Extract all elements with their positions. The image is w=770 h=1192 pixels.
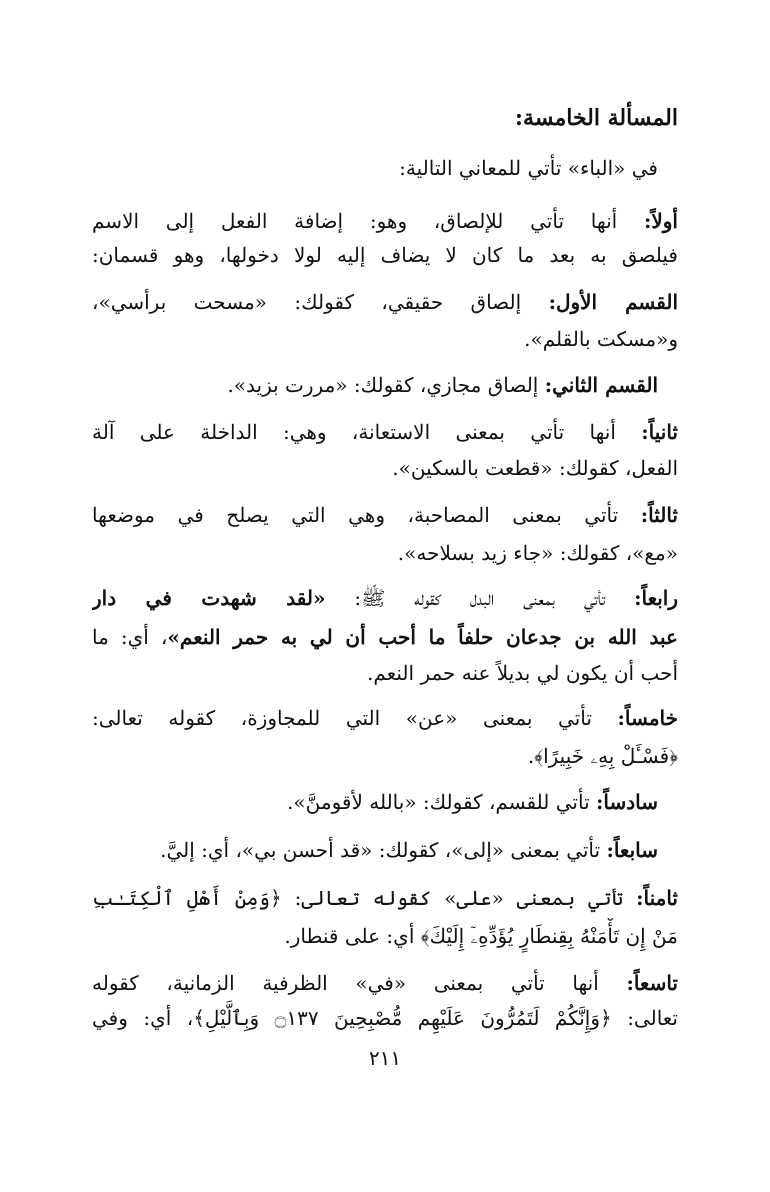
- part-one-line-1: [92, 284, 678, 320]
- item-fourth-line-1: [92, 580, 678, 616]
- item-fourth-line-2: [92, 619, 678, 655]
- intro-line: في «الباء» تأتي للمعاني التالية:: [399, 156, 658, 180]
- item-fourth-text-2: ، أي: ما: [92, 625, 168, 649]
- item-ninth-line-1: [92, 965, 678, 1001]
- item-sixth-text-1: تأتي للقسم، كقولك: «بالله لأقومنَّ».: [287, 790, 590, 814]
- item-eighth-line-1: [92, 880, 678, 916]
- item-second-label: ثانياً:: [641, 420, 678, 444]
- item-ninth-label: تاسعاً:: [626, 971, 678, 995]
- item-third-line-2: «مع»، كقولك: «جاء زيد بسلاحه».: [397, 541, 678, 565]
- part-two-label: القسم الثاني:: [544, 373, 658, 397]
- item-second-line-1: [92, 414, 678, 450]
- item-seventh-line-1: [72, 832, 658, 868]
- item-first-label: أولاً:: [643, 209, 678, 233]
- item-ninth-line-2: تعالى: ﴿وَإِنَّكُمْ لَتَمُرُّونَ عَلَيْهِم مُّصْبِحِينَ ۝١٣٧ وَبِٱلَّيْلِ﴾، أي: وفي: [92, 1006, 678, 1030]
- item-fourth-line-3: أحب أن يكون لي بديلاً عنه حمر النعم.: [367, 661, 678, 685]
- part-one-text-1: إلصاق حقيقي، كقولك: «مسحت برأسي»،: [92, 290, 522, 314]
- quran-verse-fifth: ﴿فَسْـَٔلْ بِهِۦ خَبِيرًا﴾.: [527, 744, 678, 768]
- part-one-label: القسم الأول:: [548, 290, 678, 314]
- item-eighth-label: ثامناً:: [636, 886, 678, 910]
- hadith-quote-end: عبد الله بن جدعان حلفاً ما أحب أن لي به حمر النعم»: [167, 625, 678, 649]
- section-heading: المسألة الخامسة:: [514, 105, 678, 131]
- item-sixth-line-1: [72, 784, 658, 820]
- item-ninth-text-1: أنها تأتي بمعنى «في» الظرفية الزمانية، كقوله: [92, 971, 599, 995]
- item-eighth-line-2: مَنْ إِن تَأْمَنْهُ بِقِنطَارٍ يُؤَدِّهِۦٓ إِلَيْكَ﴾ أي: على قنطار.: [284, 924, 678, 948]
- hadith-quote-start: «لقد شهدت في دار: [92, 586, 326, 610]
- item-first-line-1: [92, 203, 678, 239]
- item-fourth-label: رابعاً:: [634, 586, 678, 610]
- item-second-text-1: أنها تأتي بمعنى الاستعانة، وهي: الداخلة على آلة: [92, 420, 616, 444]
- item-second-line-2: الفعل، كقولك: «قطعت بالسكين».: [392, 456, 678, 480]
- item-fifth-label: خامساً:: [617, 706, 678, 730]
- item-third-line-1: [92, 497, 678, 533]
- item-seventh-label: سابعاً:: [606, 838, 658, 862]
- item-fifth-text-1: تأتي بمعنى «عن» التي للمجاوزة، كقوله تعالى:: [92, 706, 592, 730]
- item-first-text-1: أنها تأتي للإلصاق، وهو: إضافة الفعل إلى الاسم: [92, 209, 618, 233]
- item-eighth-text-1: تأتي بمعنى «على» كقوله تعالى: ﴿وَمِنْ أَهْلِ ٱلْكِتَـٰبِ: [92, 886, 624, 910]
- item-third-text-1: تأتي بمعنى المصاحبة، وهي التي يصلح في موضعها: [92, 503, 619, 527]
- item-sixth-label: سادساً:: [596, 790, 658, 814]
- item-fourth-text-1: تأتي بمعنى البدل كقوله ﷺ:: [354, 586, 606, 610]
- item-seventh-text-1: تأتي بمعنى «إلى»، كقولك: «قد أحسن بي»، أي: إليَّ.: [160, 838, 601, 862]
- page-number: ٢١١: [368, 1046, 402, 1070]
- item-fifth-line-1: [92, 700, 678, 736]
- part-two-text-1: إلصاق مجازي، كقولك: «مررت بزيد».: [227, 373, 539, 397]
- part-one-line-2: و«مسكت بالقلم».: [524, 327, 678, 351]
- part-two-line-1: [72, 367, 658, 403]
- item-third-label: ثالثاً:: [640, 503, 678, 527]
- item-first-line-2: فيلصق به بعد ما كان لا يضاف إليه لولا دخولها، وهو قسمان:: [92, 243, 678, 267]
